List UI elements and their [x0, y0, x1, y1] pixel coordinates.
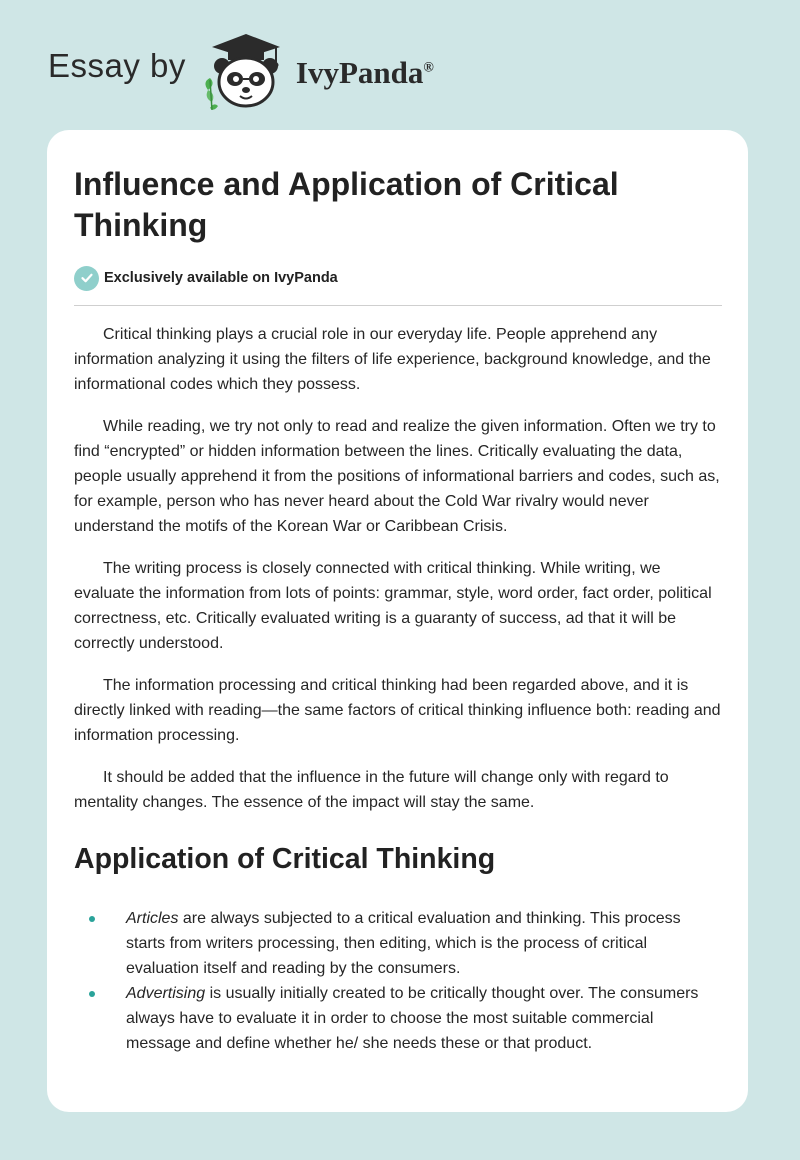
list-item: [126, 981, 722, 1056]
essay-card: [47, 130, 748, 1112]
bullet-text: is usually initially created to be critically thought over. The consumers always have to evaluate it in order to choose the most suitable commercial message and define whether he/ she needs these or that product.: [126, 985, 699, 1052]
bullet-term: Articles: [126, 910, 179, 927]
bullet-dot-icon: [89, 991, 95, 997]
exclusive-badge-label: Exclusively available on IvyPanda: [104, 270, 338, 286]
check-circle-icon: [74, 266, 99, 291]
bullet-dot-icon: [89, 916, 95, 922]
essay-body: [74, 322, 722, 815]
paragraph: The writing process is closely connected with critical thinking. While writing, we evaluate the information from lots of points: grammar, style, word order, fact order, political correctness, etc. Critically evaluated writing is a guaranty of success, ad that it will be correctly understood.: [74, 560, 712, 652]
section-heading: Application of Critical Thinking: [74, 843, 496, 875]
bullet-list: [74, 906, 722, 1056]
paragraph: While reading, we try not only to read and realize the given information. Often we try to find “encrypted” or hidden information between the lines. Critically evaluating the data, people usually apprehend it from the positions of informational barriers and codes, such as, for example, person who has never heard about the Cold War rivalry would never understand the motifs of the Korean War or Caribbean Crisis.: [74, 418, 720, 535]
bullet-text: are always subjected to a critical evaluation and thinking. This process starts from writers processing, then editing, which is the process of critical evaluation itself and reading by the consumers.: [126, 910, 681, 977]
site-header: [48, 32, 434, 112]
bullet-term: Advertising: [126, 985, 206, 1002]
paragraph: It should be added that the influence in the future will change only with regard to mentality changes. The essence of the impact will stay the same.: [74, 769, 669, 811]
paragraph: The information processing and critical thinking had been regarded above, and it is directly linked with reading—the same factors of critical thinking influence both: reading and information processing.: [74, 677, 721, 744]
essay-by-label: Essay by: [48, 47, 186, 84]
exclusive-badge: [74, 264, 722, 292]
paragraph: Critical thinking plays a crucial role in our everyday life. People apprehend any information analyzing it using the filters of life experience, background knowledge, and the informational codes which they possess.: [74, 326, 711, 393]
panda-mascot-icon: [200, 32, 292, 112]
essay-title: Influence and Application of Critical Thinking: [74, 166, 619, 243]
registered-mark: ®: [423, 60, 434, 76]
ivypanda-logo-text: IvyPanda®: [295, 55, 434, 90]
list-item: [126, 906, 722, 981]
divider: [74, 305, 722, 306]
